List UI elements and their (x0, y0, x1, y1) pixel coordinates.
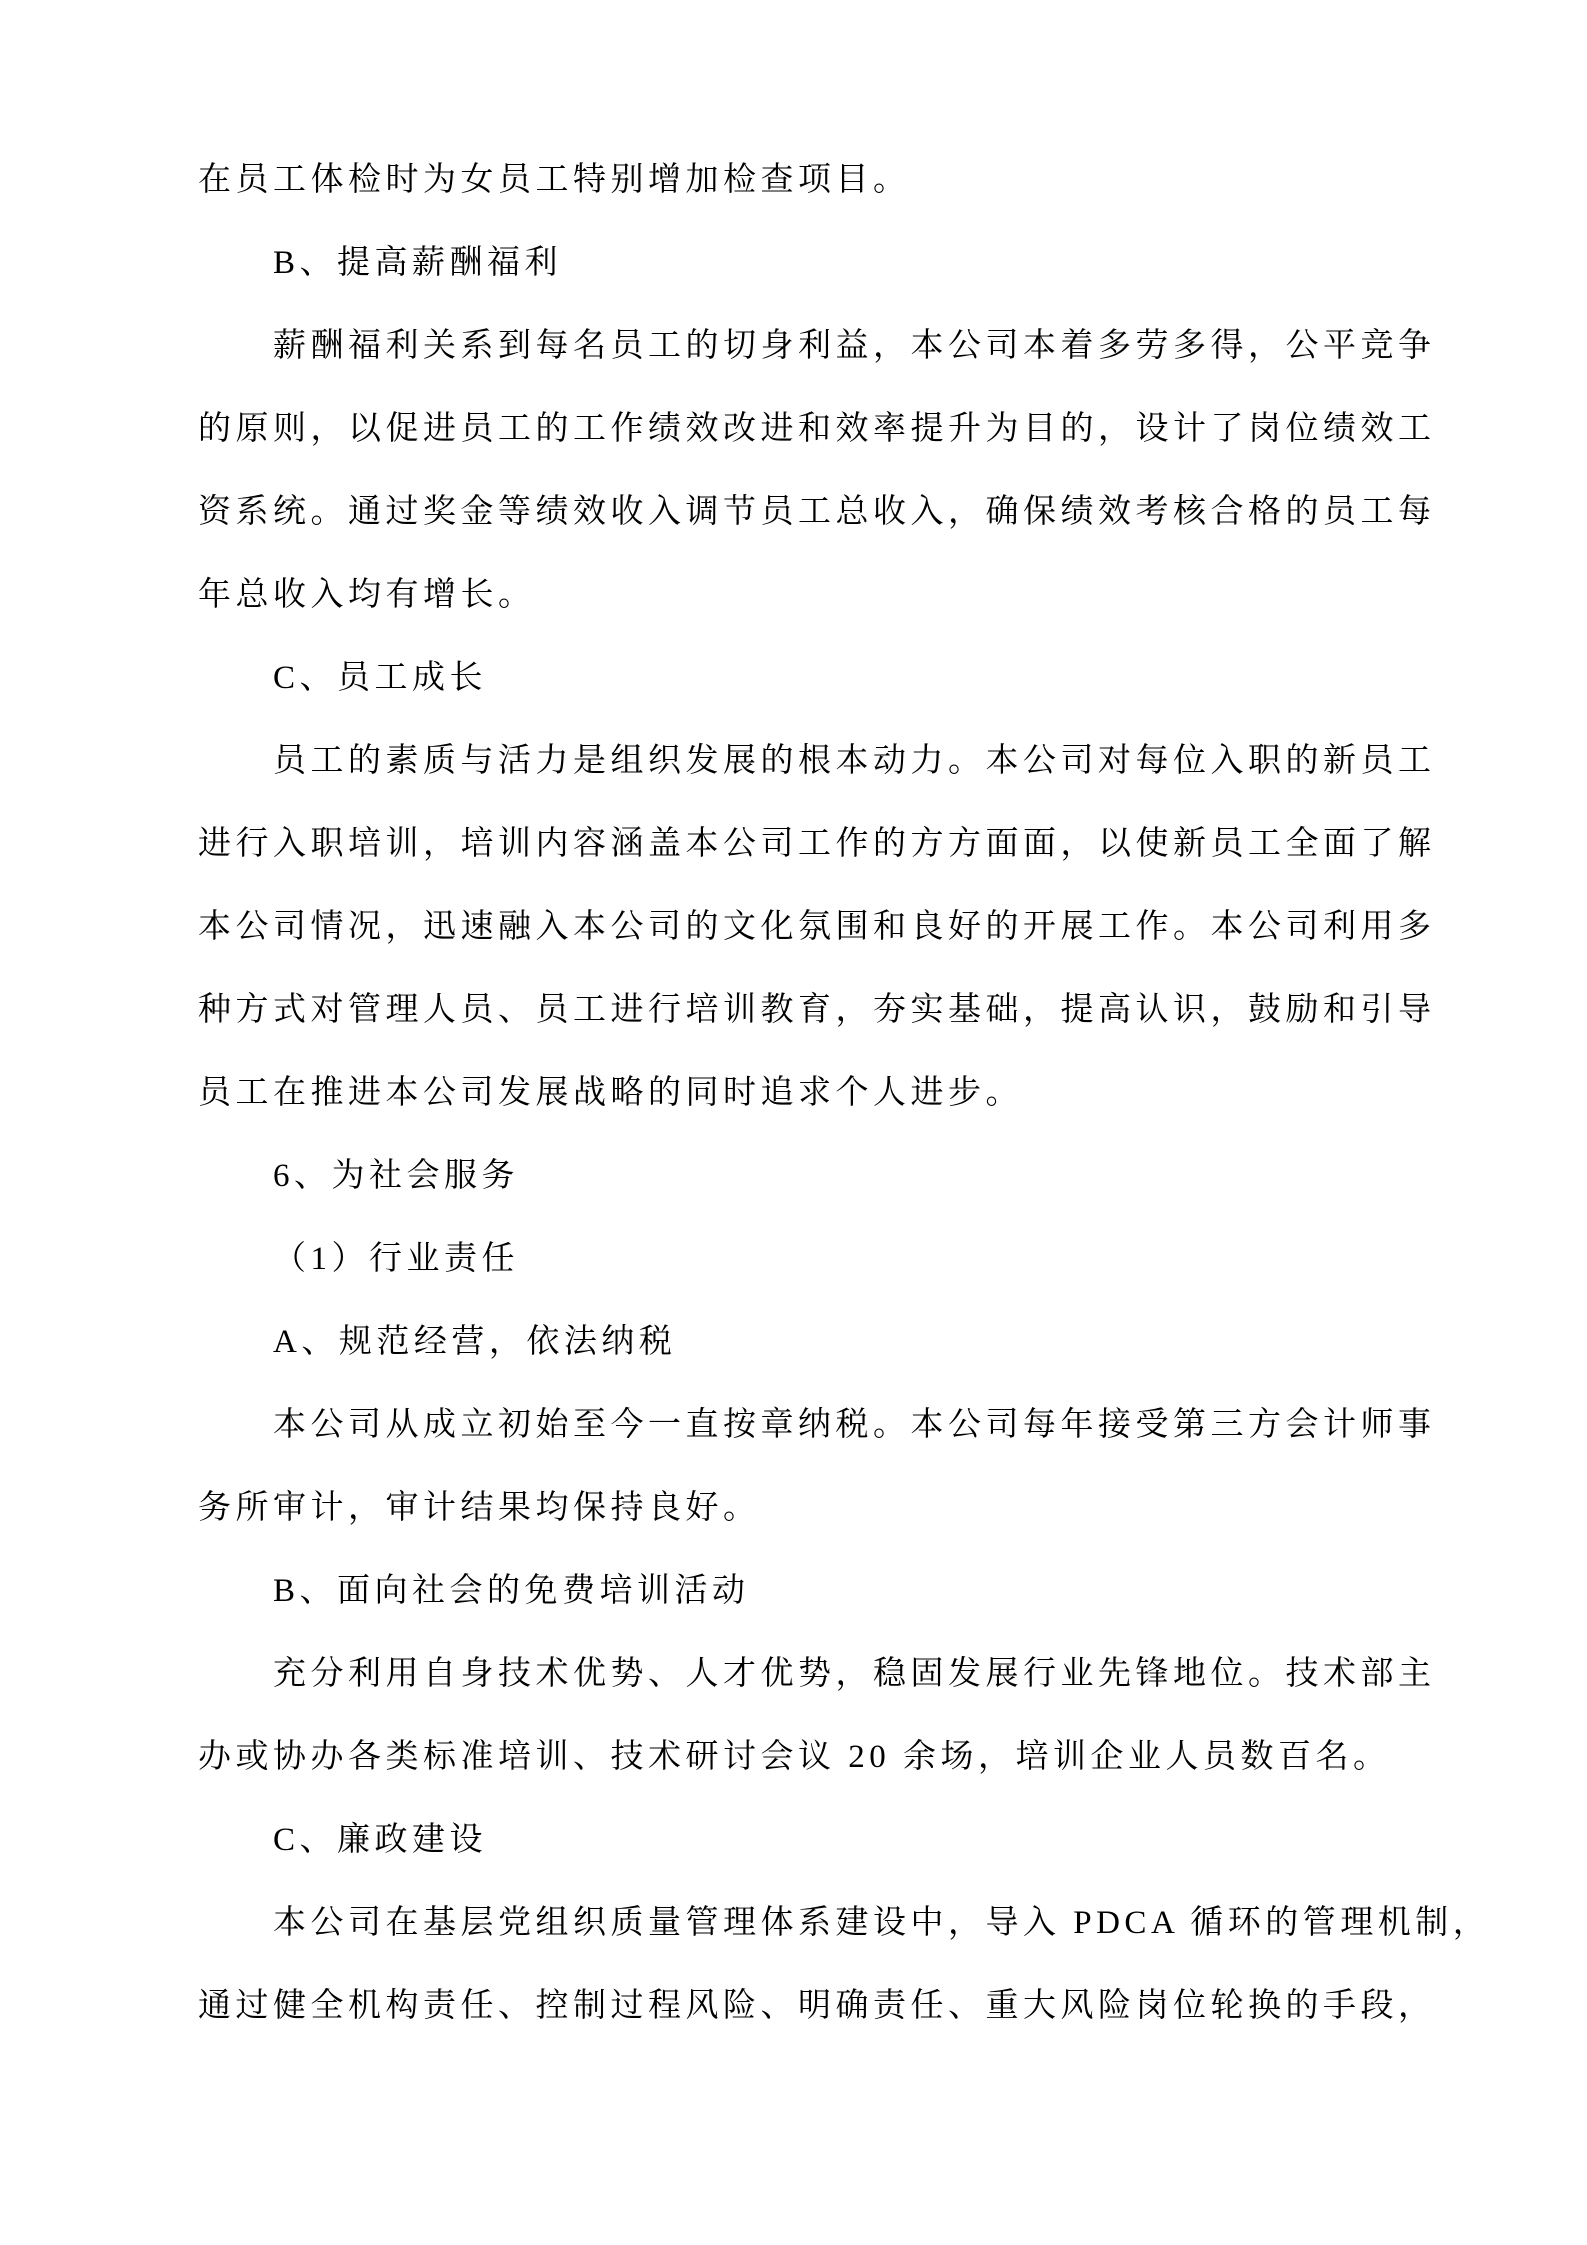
paragraph (198, 305, 1448, 637)
text-line: （1）行业责任 (273, 1241, 519, 1277)
text-line: 6、为社会服务 (273, 1158, 519, 1194)
text-line: 本公司从成立初始至今一直按章纳税。本公司每年接受第三方会计师事 (273, 1407, 1436, 1443)
text-line: 办或协办各类标准培训、技术研讨会议 20 余场，培训企业人员数百名。 (198, 1739, 1391, 1775)
text-line: 种方式对管理人员、员工进行培训教育，夯实基础，提高认识，鼓励和引导 (198, 992, 1436, 1028)
paragraph (198, 1301, 1448, 1384)
paragraph (198, 1218, 1448, 1301)
text-line: 资系统。通过奖金等绩效收入调节员工总收入，确保绩效考核合格的员工每 (198, 494, 1436, 530)
paragraph (198, 139, 1448, 222)
text-line: 员工的素质与活力是组织发展的根本动力。本公司对每位入职的新员工 (273, 743, 1436, 779)
paragraph (198, 1384, 1448, 1550)
text-line: B、提高薪酬福利 (273, 245, 563, 281)
text-line: 薪酬福利关系到每名员工的切身利益，本公司本着多劳多得，公平竞争 (273, 328, 1436, 364)
text-line: C、员工成长 (273, 660, 488, 696)
document-body (198, 139, 1491, 2048)
paragraph (198, 1135, 1448, 1218)
text-line: A、规范经营，依法纳税 (273, 1324, 677, 1360)
text-line: B、面向社会的免费培训活动 (273, 1573, 750, 1609)
text-line: 在员工体检时为女员工特别增加检查项目。 (198, 162, 911, 198)
text-line: 年总收入均有增长。 (198, 577, 536, 613)
paragraph (198, 222, 1448, 305)
text-line: 务所审计，审计结果均保持良好。 (198, 1490, 761, 1526)
paragraph (198, 1550, 1448, 1633)
paragraph (198, 720, 1448, 1135)
text-line: C、廉政建设 (273, 1822, 488, 1858)
text-line: 进行入职培训，培训内容涵盖本公司工作的方方面面，以使新员工全面了解 (198, 826, 1436, 862)
text-line: 员工在推进本公司发展战略的同时追求个人进步。 (198, 1075, 1023, 1111)
text-line: 充分利用自身技术优势、人才优势，稳固发展行业先锋地位。技术部主 (273, 1656, 1436, 1692)
text-line: 通过健全机构责任、控制过程风险、明确责任、重大风险岗位轮换的手段， (198, 1988, 1436, 2024)
text-line: 本公司在基层党组织质量管理体系建设中，导入 PDCA 循环的管理机制， (273, 1905, 1491, 1941)
text-line: 本公司情况，迅速融入本公司的文化氛围和良好的开展工作。本公司利用多 (198, 909, 1436, 945)
paragraph (198, 1799, 1448, 1882)
text-line: 的原则，以促进员工的工作绩效改进和效率提升为目的，设计了岗位绩效工 (198, 411, 1436, 447)
paragraph (198, 637, 1448, 720)
paragraph (198, 1882, 1491, 2048)
paragraph (198, 1633, 1448, 1799)
